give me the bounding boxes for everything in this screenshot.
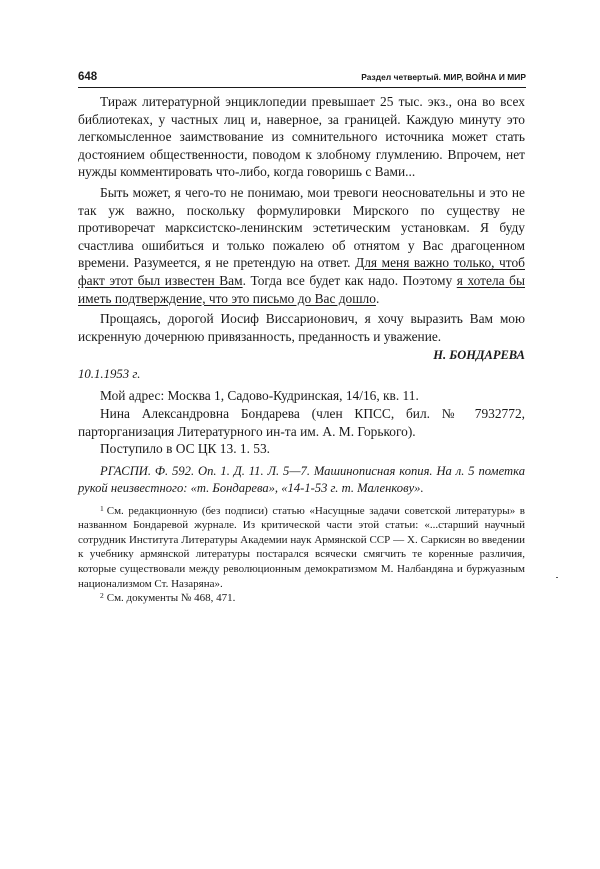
- received-note: Поступило в ОС ЦК 13. 1. 53.: [100, 441, 271, 457]
- running-head: Раздел четвертый. МИР, ВОЙНА И МИР: [361, 72, 526, 82]
- paragraph-2-text-e: .: [375, 290, 380, 306]
- underlined-phrase-2: я хотела бы иметь подтверждение, что это письмо до Вас дошло: [78, 272, 525, 306]
- page-number: 648: [78, 71, 98, 83]
- address-line: Мой адрес: Москва 1, Садово-Кудринская, 14/16, кв. 11.: [100, 388, 419, 404]
- paragraph-1: Тираж литературной энциклопедии превышает 25 тыс. экз., она во всех библиотеках, у частных лиц и, наверное, за границей. Каждую минуту это легкомысленное заимствование из сомнительного источника может стать достоянием общественности, поводом к злобному глумлению. Впрочем, нет нужды комментировать что-либо, когда говоришь с Вами...: [78, 94, 525, 180]
- scan-speck: [556, 577, 558, 578]
- archive-reference: РГАСПИ. Ф. 592. Оп. 1. Д. 11. Л. 5—7. Машинописная копия. На л. 5 пометка рукой неизвестного: «т. Бондарева», «14-1-53 г. т. Маленкову».: [78, 463, 525, 495]
- header-rule: [78, 87, 526, 88]
- signature: Н. БОНДАРЕВА: [433, 348, 525, 363]
- paragraph-2-text-a: Быть может, я чего-то не понимаю, мои тревоги неосновательны и это не так уж важно, поскольку формулировки Мирского по существу не противоречат марксистско-ленинским эстетическим установкам. Я буду счастлива ошибиться и только пожалею об отнятом у Вас драгоценном времени. Разумеется, я не претендую на ответ.: [78, 184, 525, 271]
- footnote-2-mark: 2: [100, 591, 104, 601]
- address-block: [78, 387, 525, 457]
- footnotes: [78, 504, 525, 606]
- underlined-phrase-1: Для меня важно только, чтоб факт этот был известен Вам: [78, 255, 525, 288]
- page-header: [78, 71, 526, 85]
- footnote-1-text: См. редакционную (без подписи) статью «Насущные задачи советской литературы» в названном Бондаревой журнале. Из критической части этой статьи: «...старший научный сотрудник Института Литературы Академии наук Армянской ССР — Х. Саркисян во введении к учебнику армянской литературы постарался всячески смягчить те коренные различия, которые существовали между революционным демократизмом М. Налбандяна и буржуазным национализмом Ст. Назаряна».: [78, 504, 525, 590]
- paragraph-2-text-c: . Тогда все будет как надо. Поэтому: [242, 272, 457, 288]
- letter-date: 10.1.1953 г.: [78, 367, 141, 382]
- footnote-2: [78, 591, 525, 606]
- letter-body: [78, 93, 525, 606]
- paragraph-2: [78, 184, 525, 307]
- paragraph-3: Прощаясь, дорогой Иосиф Виссарионович, я хочу выразить Вам мою искренную дочернюю привязанность, преданность и уважение.: [78, 311, 525, 344]
- footnote-1: [78, 504, 525, 592]
- author-info: Нина Александровна Бондарева (член КПСС, бил. № 7932772, парторганизация Литературного ин-та им. А. М. Горького).: [78, 405, 525, 439]
- footnote-1-mark: 1: [100, 503, 104, 513]
- footnote-2-text: См. документы № 468, 471.: [106, 592, 236, 605]
